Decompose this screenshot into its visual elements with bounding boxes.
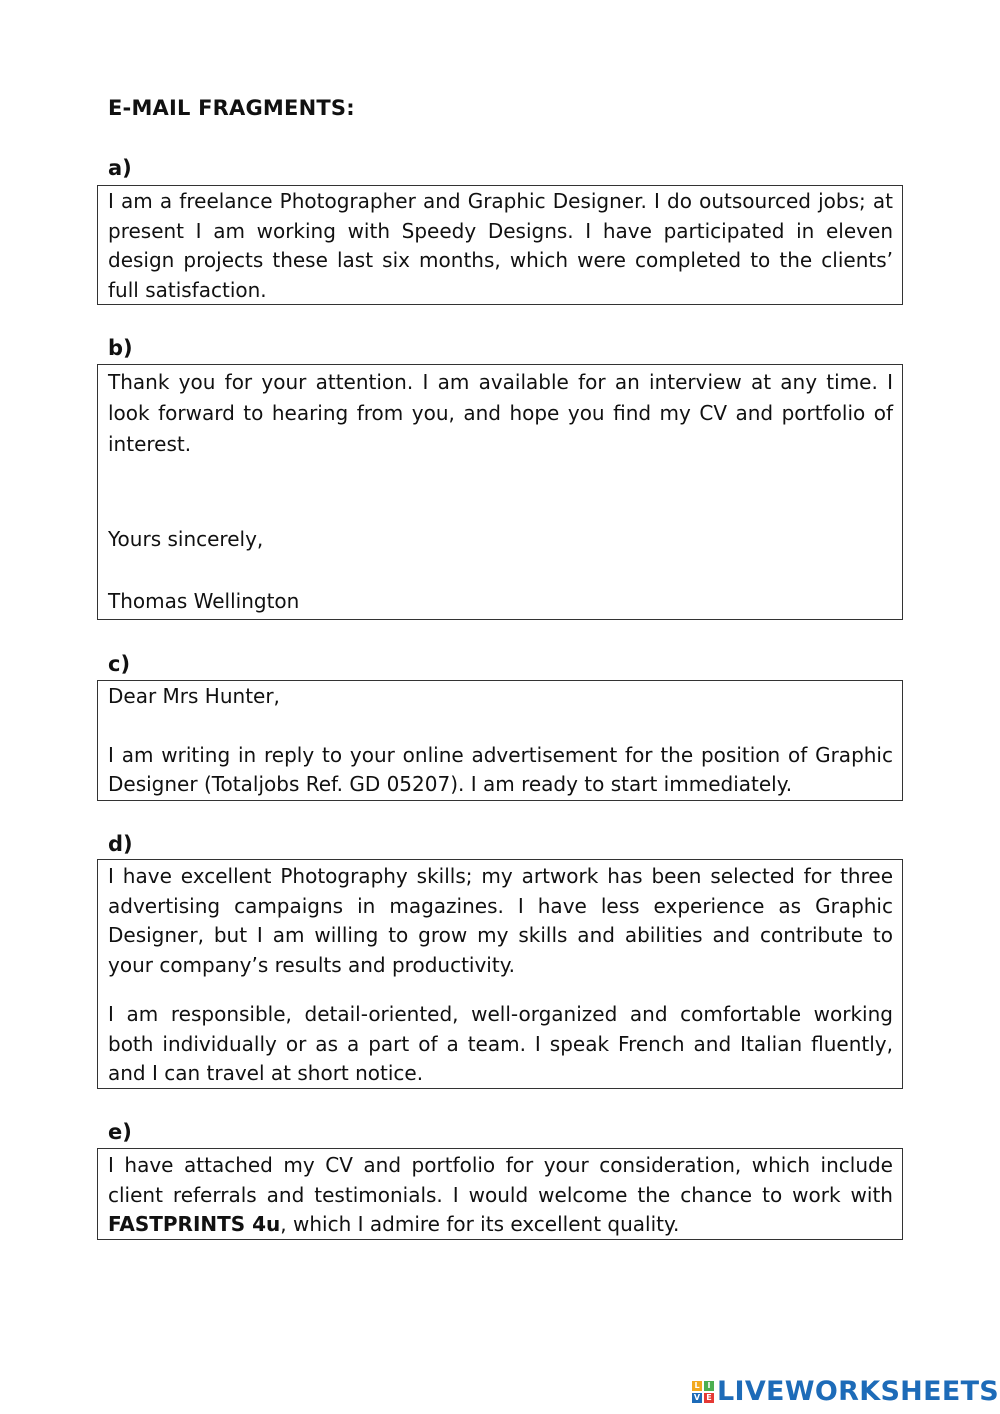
fragment-d-label: d) bbox=[108, 832, 133, 856]
liveworksheets-logo bbox=[692, 1376, 999, 1407]
company-name: FASTPRINTS 4u bbox=[108, 1212, 281, 1236]
fragment-e-label: e) bbox=[108, 1120, 132, 1144]
fragment-d-box bbox=[97, 859, 903, 1089]
fragment-b-signature: Thomas Wellington bbox=[108, 589, 300, 613]
fragment-b-text: Thank you for your attention. I am available for an interview at any time. I look forward to hearing from you, and hope you find my CV and portfolio of interest. bbox=[108, 370, 893, 456]
fragment-e-text: I have attached my CV and portfolio for your consideration, which include client referrals and testimonials. I would welcome the chance to work with FASTPRINTS 4u, which I admire for its excellent quality. bbox=[108, 1153, 893, 1236]
page-title: E-MAIL FRAGMENTS: bbox=[108, 96, 355, 120]
fragment-c-box bbox=[97, 680, 903, 801]
fragment-a-text: I am a freelance Photographer and Graphic Designer. I do outsourced jobs; at present I am working with Speedy Designs. I have participated in eleven design projects these last six months, which were completed to the clients’ full satisfaction. bbox=[108, 189, 893, 302]
fragment-a-box bbox=[97, 185, 903, 305]
fragment-b-closing: Yours sincerely, bbox=[108, 527, 264, 551]
fragment-d-text-2: I am responsible, detail-oriented, well-organized and comfortable working both individually or as a part of a team. I speak French and Italian fluently, and I can travel at short notice. bbox=[108, 1002, 893, 1085]
fragment-b-label: b) bbox=[108, 336, 133, 360]
fragment-c-text: I am writing in reply to your online advertisement for the position of Graphic Designer (Totaljobs Ref. GD 05207). I am ready to start immediately. bbox=[108, 742, 893, 796]
fragment-c-greeting: Dear Mrs Hunter, bbox=[108, 684, 280, 708]
fragment-a-label: a) bbox=[108, 156, 132, 180]
fragment-c-label: c) bbox=[108, 652, 131, 676]
logo-text: LIVEWORKSHEETS bbox=[717, 1376, 1000, 1407]
logo-mark-icon: L I V E bbox=[692, 1381, 714, 1403]
fragment-e-box bbox=[97, 1148, 903, 1240]
fragment-b-box bbox=[97, 364, 903, 620]
fragment-d-text-1: I have excellent Photography skills; my artwork has been selected for three advertising campaigns in magazines. I have less experience as Graphic Designer, but I am willing to grow my skills and abilities and contribute to your company’s results and productivity. bbox=[108, 864, 893, 977]
